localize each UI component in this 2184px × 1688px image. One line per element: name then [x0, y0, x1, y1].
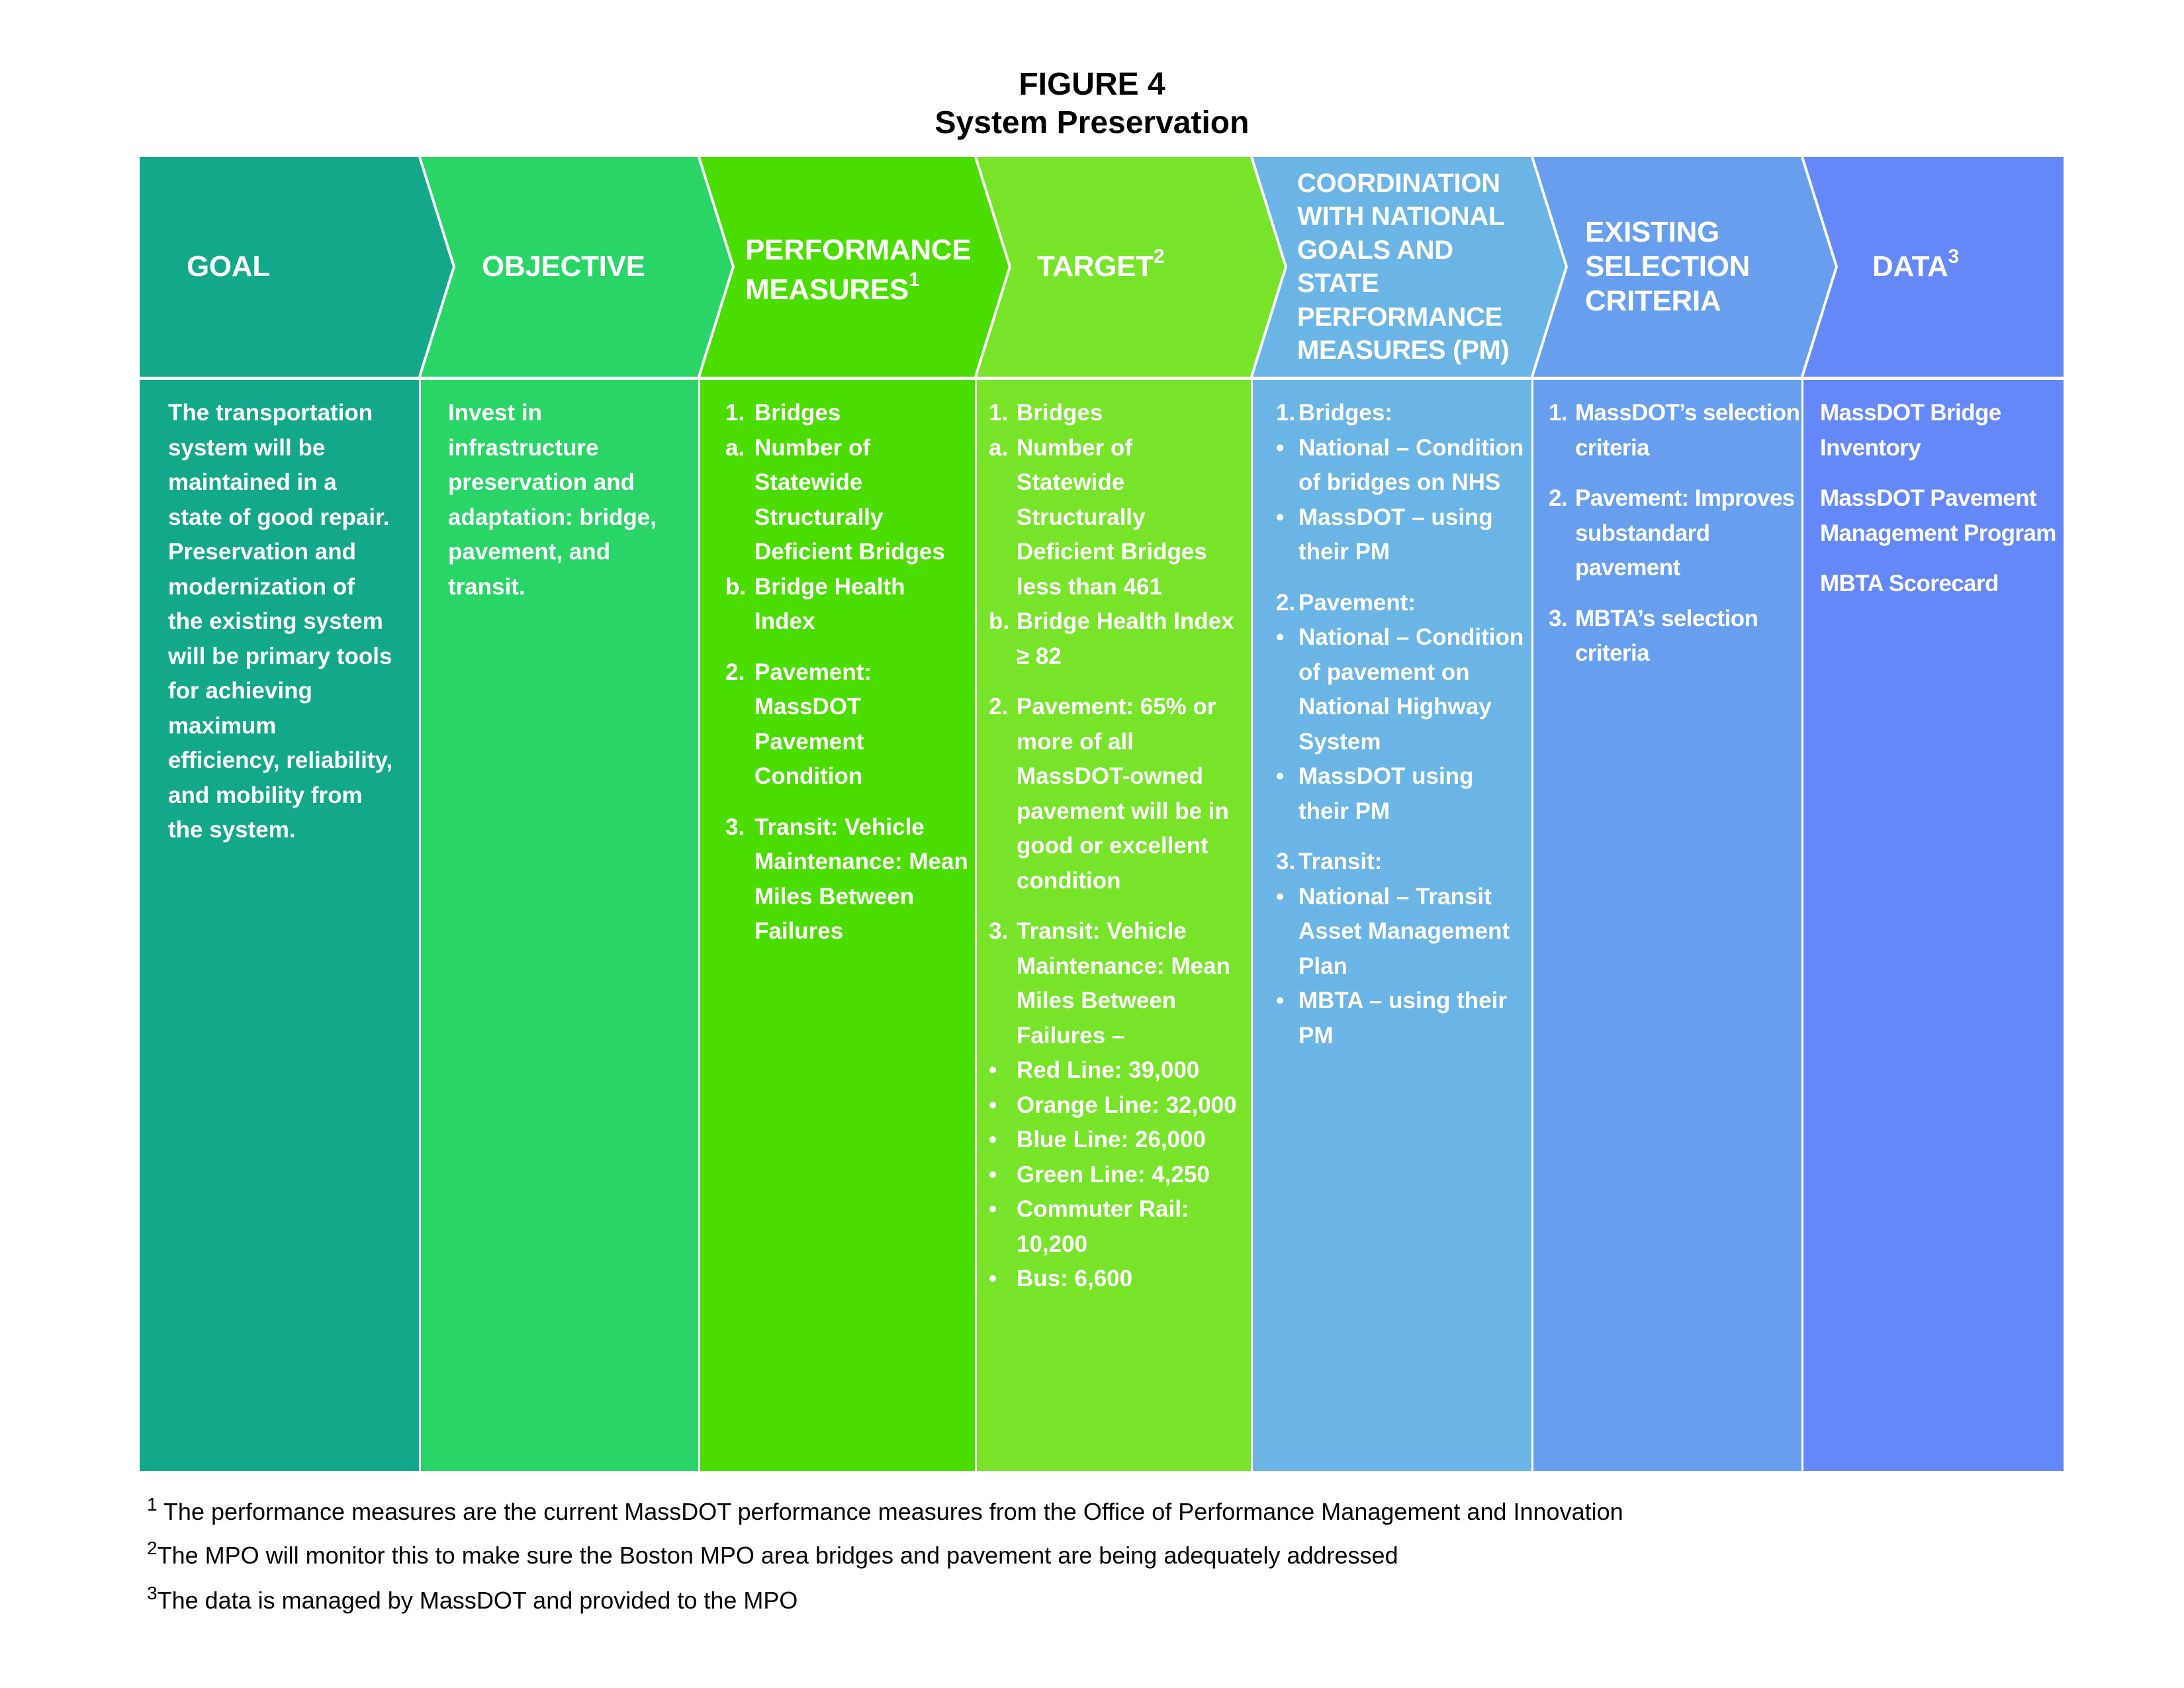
- footnote-3: [147, 1583, 798, 1615]
- list-item-text: Bridges:: [1298, 400, 1392, 426]
- list-item: [1276, 586, 1527, 621]
- list-item: [1549, 481, 1800, 586]
- list-gap: [989, 674, 1240, 690]
- list-item-text: Transit: Vehicle Maintenance: Mean Miles Between Failures –: [1017, 918, 1230, 1049]
- footnote-1: [147, 1494, 1623, 1526]
- existing-selection-body: [1549, 380, 1800, 1471]
- footnote-1-text: The performance measures are the current MassDOT performance measures from the Office of Performance Management and Innovation: [157, 1498, 1623, 1525]
- list-item-text: National – Condition of bridges on NHS: [1298, 434, 1524, 495]
- list-item-text: Bridges: [1017, 400, 1103, 426]
- list-item-text: Bridge Health Index: [754, 573, 905, 634]
- header-target: [1037, 157, 1236, 377]
- bullet-icon: •: [1276, 763, 1285, 789]
- list-item: [989, 1158, 1240, 1193]
- footnote-3-number: 3: [147, 1583, 158, 1603]
- bullet-icon: •: [1276, 434, 1285, 461]
- footnote-3-text: The data is managed by MassDOT and provided to the MPO: [157, 1587, 798, 1614]
- footnote-2-text: The MPO will monitor this to make sure the Boston MPO area bridges and pavement are being adequately addressed: [157, 1542, 1398, 1569]
- list-item-text: MBTA Scorecard: [1820, 571, 1999, 596]
- list-item: [725, 570, 970, 639]
- header-existing-selection-label: EXISTING SELECTION CRITERIA: [1585, 216, 1751, 317]
- bullet-icon: •: [1276, 988, 1285, 1013]
- list-item: [989, 1262, 1240, 1297]
- list-marker: b.: [725, 573, 747, 600]
- header-coordination-label: COORDINATION WITH NATIONAL GOALS AND STATE PERFORMANCE MEASURES (PM): [1297, 168, 1510, 365]
- list-gap: [725, 794, 970, 810]
- list-item: [725, 810, 970, 949]
- goal-text: The transportation system will be maintained in a state of good repair. Preservation and modernization of the existing system will be primary tools for achieving maximum efficiency, reliability, and mobility from the system.: [168, 400, 393, 843]
- footnote-ref-1: 1: [908, 269, 920, 291]
- target-body: [989, 380, 1240, 1471]
- list-item-text: MBTA – using their PM: [1298, 988, 1507, 1049]
- list-marker: a.: [989, 434, 1009, 461]
- list-item-text: Transit: Vehicle Maintenance: Mean Miles Between Failures: [754, 814, 968, 944]
- header-goal: [187, 157, 398, 377]
- list-marker: b.: [989, 608, 1010, 634]
- list-item-text: MassDOT using their PM: [1298, 763, 1474, 824]
- figure-title: System Preservation: [934, 105, 1250, 140]
- list-item: [1276, 984, 1527, 1053]
- list-item: [989, 1053, 1240, 1088]
- list-gap: [1549, 586, 1800, 602]
- header-target-label: TARGET: [1037, 250, 1154, 283]
- list-item-text: Orange Line: 32,000: [1017, 1092, 1237, 1118]
- header-objective-label: OBJECTIVE: [482, 250, 645, 283]
- data-body: [1820, 380, 2058, 1471]
- bullet-icon: •: [1276, 504, 1285, 530]
- bullet-icon: •: [989, 1092, 997, 1118]
- header-data: [1872, 157, 2044, 377]
- list-item: [989, 396, 1240, 431]
- list-item: [1276, 431, 1527, 500]
- header-objective: [482, 157, 694, 377]
- bullet-icon: •: [989, 1196, 997, 1222]
- list-item: [1276, 845, 1527, 880]
- coordination-body: [1276, 380, 1527, 1471]
- figure-number: FIGURE 4: [1019, 67, 1165, 102]
- list-item-text: MassDOT’s selection criteria: [1575, 400, 1800, 461]
- list-marker: 3.: [1549, 605, 1567, 632]
- objective-body: [448, 380, 676, 1471]
- list-item-text: Red Line: 39,000: [1017, 1057, 1200, 1083]
- list-marker: 1.: [1549, 400, 1567, 426]
- list-item-text: MassDOT Pavement Management Program: [1820, 485, 2056, 546]
- list-item-text: MBTA’s selection criteria: [1575, 605, 1758, 666]
- list-marker: 3.: [725, 814, 745, 840]
- list-gap: [1820, 551, 2058, 567]
- list-marker: 2.: [1549, 485, 1567, 511]
- bullet-icon: •: [989, 1161, 997, 1188]
- list-item: [1276, 880, 1527, 984]
- list-marker: 2.: [989, 694, 1009, 720]
- list-item: [1820, 567, 2058, 602]
- list-marker: 1.: [725, 400, 745, 426]
- list-item: [1276, 396, 1527, 431]
- list-item: [1549, 396, 1800, 465]
- list-item: [989, 690, 1240, 898]
- list-marker: a.: [725, 434, 745, 461]
- list-item-text: Pavement:: [1298, 589, 1416, 616]
- goal-body: [168, 380, 393, 1471]
- list-gap: [989, 898, 1240, 914]
- list-marker: 1.: [1276, 400, 1296, 426]
- list-item: [725, 655, 970, 794]
- list-item-text: Transit:: [1298, 849, 1383, 874]
- header-performance-measures: [745, 157, 990, 383]
- performance-measures-body: [725, 380, 970, 1471]
- list-item-text: Number of Statewide Structurally Deficient Bridges: [754, 434, 945, 565]
- bullet-icon: •: [989, 1266, 997, 1291]
- list-item: [1820, 396, 2058, 465]
- list-item: [725, 431, 970, 570]
- list-item: [1276, 500, 1527, 570]
- list-item-text: Pavement: 65% or more of all MassDOT-owned pavement will be in good or excellent condition: [1017, 694, 1229, 894]
- list-item: [1820, 481, 2058, 551]
- list-item-text: Bridge Health Index ≥ 82: [1017, 608, 1234, 669]
- list-item-text: Bus: 6,600: [1017, 1266, 1133, 1291]
- list-marker: 2.: [725, 659, 745, 685]
- footnote-2: [147, 1538, 1398, 1570]
- list-item-text: Green Line: 4,250: [1017, 1161, 1210, 1188]
- list-gap: [725, 639, 970, 655]
- header-data-label: DATA: [1872, 250, 1948, 283]
- list-item: [1276, 759, 1527, 829]
- bullet-icon: •: [1276, 883, 1285, 910]
- footnote-ref-2: 2: [1153, 246, 1165, 268]
- list-marker: 1.: [989, 400, 1009, 426]
- objective-text: Invest in infrastructure preservation and adaptation: bridge, pavement, and transit.: [448, 400, 657, 600]
- list-gap: [1549, 465, 1800, 481]
- footnote-2-number: 2: [147, 1538, 158, 1558]
- list-marker: 2.: [1276, 589, 1296, 616]
- bullet-icon: •: [989, 1057, 997, 1083]
- list-item-text: Blue Line: 26,000: [1017, 1127, 1206, 1152]
- list-gap: [1276, 829, 1527, 845]
- list-item-text: Bridges: [754, 400, 841, 426]
- list-item: [1276, 620, 1527, 759]
- list-item: [989, 914, 1240, 1053]
- list-item: [989, 1192, 1240, 1262]
- list-item-text: National – Transit Asset Management Plan: [1298, 883, 1510, 979]
- list-item-text: Pavement: MassDOT Pavement Condition: [754, 659, 872, 789]
- list-item-text: Pavement: Improves substandard pavement: [1575, 485, 1795, 581]
- header-coordination: [1297, 157, 1535, 377]
- list-marker: 3.: [989, 918, 1009, 944]
- list-gap: [1276, 570, 1527, 586]
- list-item: [989, 1123, 1240, 1158]
- footnote-1-number: 1: [147, 1494, 158, 1515]
- header-existing-selection: [1585, 157, 1784, 377]
- list-item-text: MassDOT Bridge Inventory: [1820, 400, 2001, 461]
- list-item: [989, 1088, 1240, 1123]
- list-item-text: Commuter Rail: 10,200: [1017, 1196, 1189, 1257]
- list-gap: [1820, 465, 2058, 481]
- footnote-ref-3: 3: [1948, 246, 1959, 268]
- bullet-icon: •: [989, 1127, 997, 1152]
- header-goal-label: GOAL: [187, 250, 270, 283]
- list-item-text: Number of Statewide Structurally Deficient Bridges less than 461: [1017, 434, 1207, 600]
- list-item: [989, 431, 1240, 605]
- list-item: [725, 396, 970, 431]
- bullet-icon: •: [1276, 624, 1285, 650]
- list-marker: 3.: [1276, 849, 1296, 874]
- list-item-text: National – Condition of pavement on National Highway System: [1298, 624, 1524, 755]
- list-item: [1549, 602, 1800, 671]
- list-item-text: MassDOT – using their PM: [1298, 504, 1493, 565]
- list-item: [989, 604, 1240, 674]
- header-performance-measures-label: PERFORMANCE MEASURES: [745, 234, 972, 306]
